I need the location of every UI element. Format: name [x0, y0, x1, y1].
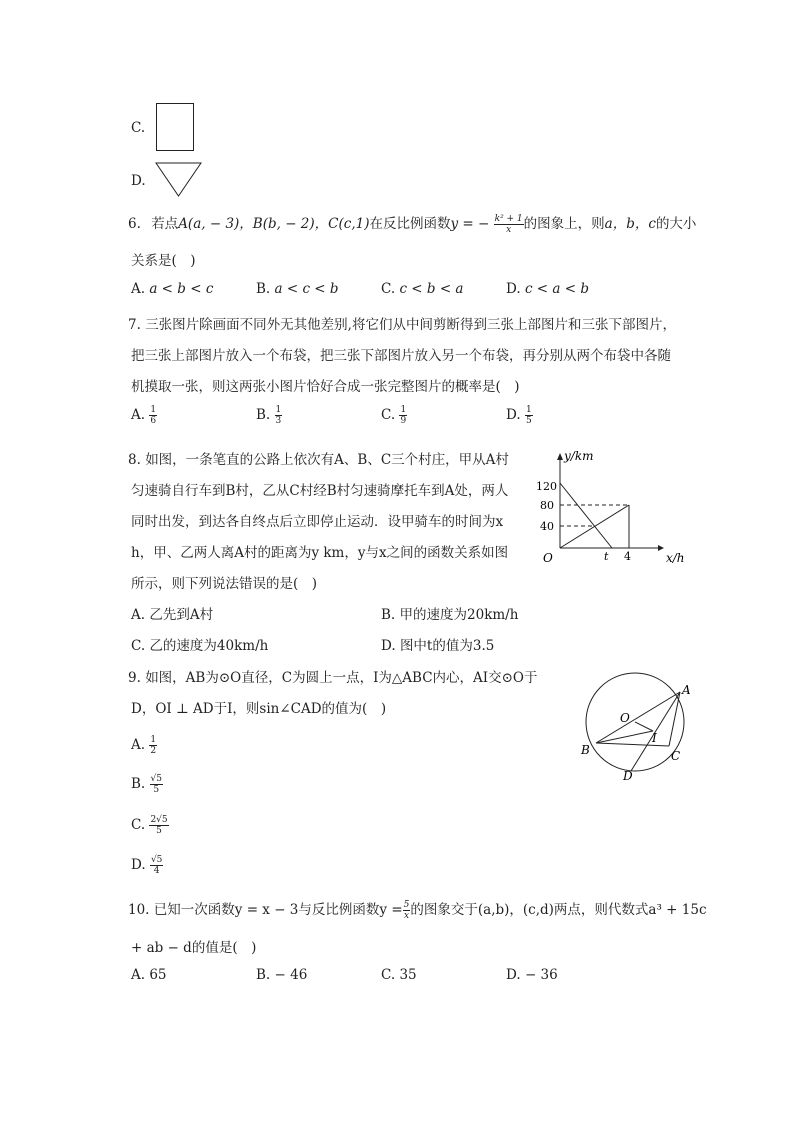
q9-circle-figure: [574, 660, 698, 784]
q9-option-b[interactable]: B. $\frac{√5}{5}$: [131, 774, 162, 795]
q5-option-c-label: C.: [131, 120, 146, 136]
q7-line3: 机摸取一张，则这两张小图片恰好合成一张完整图片的概率是( ): [131, 379, 520, 395]
q8-y-tick-120: 120: [536, 480, 557, 493]
q6-option-c[interactable]: C. c < b < a: [381, 281, 464, 297]
q9-label-o: O: [620, 711, 630, 725]
q6-option-b[interactable]: B. a < c < b: [256, 281, 339, 297]
q5-option-d-triangle: [155, 162, 203, 198]
q9-label-i: I: [652, 731, 657, 745]
q6-option-d[interactable]: D. c < a < b: [506, 281, 589, 297]
q6-fraction: $\frac{\text{k² + 1}}{x}$: [494, 214, 523, 235]
q8-y-tick-40: 40: [540, 520, 554, 533]
q9-label-c: C: [671, 749, 681, 763]
q8-graph: [536, 448, 690, 572]
q8-line2: 匀速骑自行车到B村，乙从C村经B村匀速骑摩托车到A处，两人: [131, 483, 509, 499]
q8-y-label: y/km: [564, 449, 594, 463]
q5-option-c-rectangle: [156, 103, 194, 151]
q8-x-tick-4: 4: [624, 550, 631, 563]
q9-segment-ab: [596, 692, 680, 743]
q7-option-d[interactable]: D. $\frac{1}{5}$: [506, 405, 532, 426]
q9-segment-bi: [596, 731, 653, 743]
q9-segment-bc: [596, 743, 669, 746]
q10-line2: + ab − d的值是( ): [131, 940, 257, 956]
q6-number: 6.: [128, 216, 141, 232]
q10-line1: 10. 已知一次函数y = x − 3与反比例函数y = $\frac{5}{x}$ 的图象交于(a,b)，(c,d)两点，则代数式a³ + 15c: [128, 900, 707, 921]
q8-line3: 同时出发，到达各自终点后立即停止运动．设甲骑车的时间为x: [131, 514, 504, 530]
q8-x-label: x/h: [666, 551, 685, 565]
q9-label-a: A: [682, 683, 691, 697]
q8-line5: 所示，则下列说法错误的是( ): [131, 576, 318, 592]
q10-option-c[interactable]: C. 35: [381, 967, 417, 983]
q7-line1: 7. 三张图片除画面不同外无其他差别,将它们从中间剪断得到三张上部图片和三张下部图片，: [128, 317, 676, 333]
q8-option-c[interactable]: C. 乙的速度为40km/h: [131, 638, 269, 654]
q6-line2: 关系是( ): [131, 253, 196, 269]
q8-line1: 8. 如图，一条笔直的公路上依次有A、B、C三个村庄，甲从A村: [128, 452, 509, 468]
q7-option-c[interactable]: C. $\frac{1}{9}$: [381, 405, 407, 426]
q10-option-b[interactable]: B. − 46: [256, 967, 308, 983]
q8-y-tick-80: 80: [540, 499, 554, 512]
q8-option-a[interactable]: A. 乙先到A村: [131, 607, 214, 623]
q7-option-a[interactable]: A. $\frac{1}{6}$: [131, 405, 157, 426]
q9-line1: 9. 如图，AB为⊙O直径，C为圆上一点，I为△ABC内心，AI交⊙O于: [128, 670, 538, 686]
q8-y-arrow: [557, 453, 563, 460]
q8-line4: h，甲、乙两人离A村的距离为y km，y与x之间的函数关系如图: [131, 545, 509, 561]
q8-x-tick-t: t: [604, 550, 609, 563]
q8-option-b[interactable]: B. 甲的速度为20km/h: [381, 607, 519, 623]
q7-option-b[interactable]: B. $\frac{1}{3}$: [256, 405, 282, 426]
q7-line2: 把三张上部图片放入一个布袋，把三张下部图片放入另一个布袋，再分别从两个布袋中各随: [131, 348, 671, 364]
q6-line1: 6. 若点A(a, − 3)，B(b, − 2)，C(c,1)在反比例函数y = − $\frac{\text{k² + 1}}{x}$ 的图象上，则a，b，c的大小: [128, 214, 697, 235]
q9-option-c[interactable]: C. $\frac{2√5}{5}$: [131, 815, 168, 836]
q9-label-d: D: [623, 769, 633, 783]
q9-option-d[interactable]: D. $\frac{√5}{4}$: [131, 855, 163, 876]
q6-option-a[interactable]: A. a < b < c: [131, 281, 214, 297]
q9-label-b: B: [581, 743, 590, 757]
q9-line2: D，OI ⊥ AD于I，则sin∠CAD的值为( ): [131, 701, 387, 717]
q8-origin: O: [543, 551, 553, 565]
q9-option-a[interactable]: A. $\frac{1}{2}$: [131, 735, 157, 756]
q5-option-d-label: D.: [131, 173, 146, 189]
q10-option-a[interactable]: A. 65: [131, 967, 167, 983]
q8-option-d[interactable]: D. 图中t的值为3.5: [381, 638, 495, 654]
q9-segment-oi: [635, 722, 653, 731]
q8-line-yi: [560, 483, 612, 548]
q10-option-d[interactable]: D. − 36: [506, 967, 558, 983]
q8-x-arrow: [658, 545, 664, 551]
